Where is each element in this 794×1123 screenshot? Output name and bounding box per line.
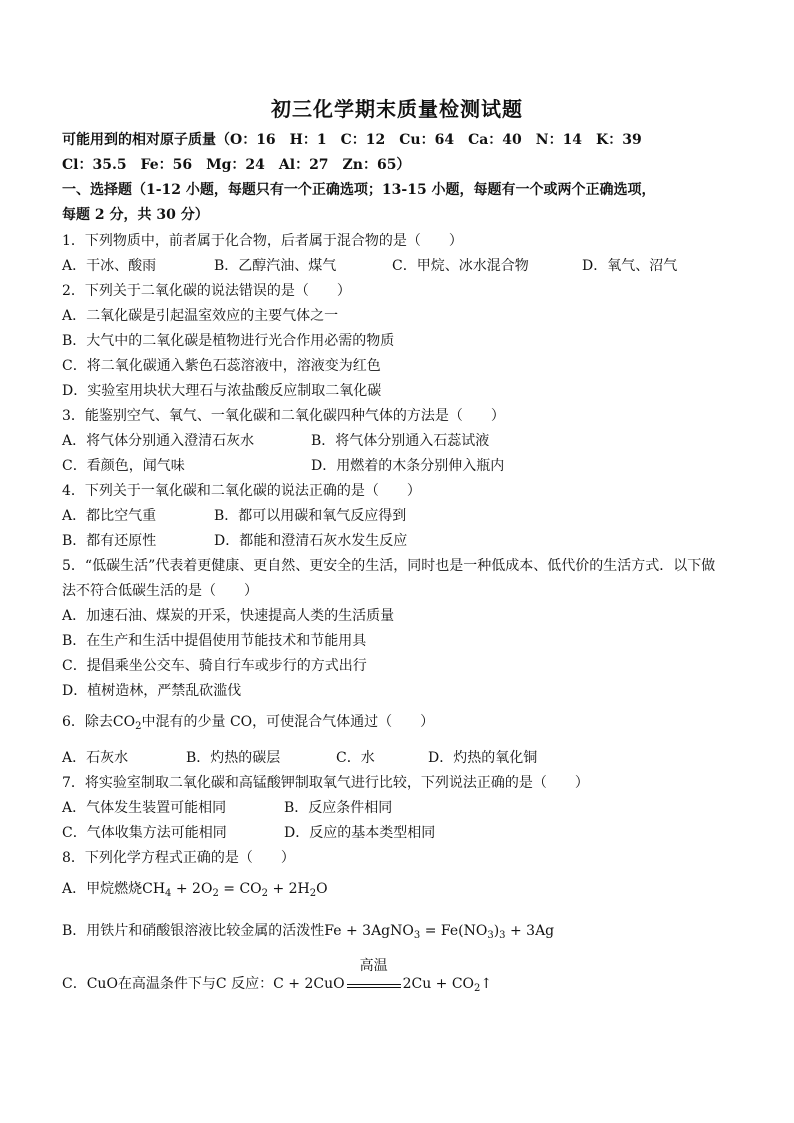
q8-equation-a: $CH_4 + 2O_2 = CO_2 + 2H_2O$ [142,881,328,899]
q5-option-d: D．植树造林，严禁乱砍滥伐 [62,683,242,699]
q3-option-a: A．将气体分别通入澄清石灰水 [62,433,255,449]
q8-cuo-formula: CuO [86,976,118,992]
q3-stem: 3．能鉴别空气、氧气、一氧化碳和二氧化碳四种气体的方法是（ ） [62,408,505,424]
q8-option-b-text: B．用铁片和硝酸银溶液比较金属的活泼性 [62,923,325,939]
q2-option-b: B．大气中的二氧化碳是植物进行光合作用必需的物质 [62,333,395,349]
atomic-mass-line-1: 可能用到的相对原子质量（O：16 H：1 C：12 Cu：64 Ca：40 N：14 K：39 [62,132,642,148]
reaction-condition-label: 高温 [359,958,388,974]
q3-option-b: B．将气体分别通入石蕊试液 [311,433,490,449]
q2-option-a: A．二氧化碳是引起温室效应的主要气体之一 [62,308,339,324]
q4-stem: 4．下列关于一氧化碳和二氧化碳的说法正确的是（ ） [62,483,421,499]
q3-option-d: D．用燃着的木条分别伸入瓶内 [311,458,505,474]
q8-option-a-text: A．甲烷燃烧 [62,881,143,897]
q1-stem: 1．下列物质中，前者属于化合物，后者属于混合物的是（ ） [62,233,463,249]
q8-stem: 8．下列化学方程式正确的是（ ） [62,850,295,866]
q3-option-c: C．看颜色，闻气味 [62,458,185,474]
reaction-condition [345,958,403,993]
section-heading-line-1: 一、选择题（1-12 小题，每题只有一个正确选项；13-15 小题，每题有一个或两个正确选项， [62,182,656,198]
q8-equation-b: Fe + 3AgNO$_3$ = $Fe(NO_3)_3 + 3Ag$ [324,923,555,941]
q6-option-c: C．水 [336,750,375,766]
q6-co2-subscript: 2 [135,721,142,732]
q5-stem-line-1: 5．“低碳生活”代表着更健康、更自然、更安全的生活，同时也是一种低成本、低代价的生活方式．以下做 [62,558,716,574]
q4-option-c: B．都有还原性 [62,533,157,549]
q6-option-d: D．灼热的氧化铜 [428,750,538,766]
q6-option-a: A．石灰水 [62,750,129,766]
q7-option-a: A．气体发生装置可能相同 [62,800,227,816]
q6-stem-pre: 6．除去 [62,714,113,730]
q1-option-d: D．氧气、沼气 [582,258,678,274]
q8-option-c-text: 在高温条件下与C 反应： [117,976,274,992]
q6-co2-base: CO [112,714,136,730]
q2-option-d: D．实验室用块状大理石与浓盐酸反应制取二氧化碳 [62,383,382,399]
q6-stem-post: 中混有的少量 CO，可使混合气体通过（ ） [141,714,435,730]
q7-option-d: D．反应的基本类型相同 [284,825,436,841]
q8-option-c [62,958,493,994]
q2-option-c: C．将二氧化碳通入紫色石蕊溶液中，溶液变为红色 [62,358,381,374]
q1-option-a: A．干冰、酸雨 [62,258,157,274]
q5-option-a: A．加速石油、煤炭的开采，快速提高人类的生活质量 [62,608,395,624]
q6-stem [62,713,434,731]
q8-equation-c: C + 2CuO 高温 $2Cu + CO_2↑$ [273,958,493,994]
q1-option-b: B．乙醇汽油、煤气 [214,258,337,274]
atomic-mass-line-2: Cl：35.5 Fe：56 Mg：24 Al：27 Zn：65） [62,157,411,173]
q6-option-b: B．灼热的碳层 [186,750,281,766]
q2-stem: 2．下列关于二氧化碳的说法错误的是（ ） [62,283,351,299]
q6-co2-formula [113,714,142,730]
q7-stem: 7．将实验室制取二氧化碳和高锰酸钾制取氧气进行比较，下列说法正确的是（ ） [62,775,589,791]
q5-option-c: C．提倡乘坐公交车、骑自行车或步行的方式出行 [62,658,367,674]
q7-option-b: B．反应条件相同 [284,800,393,816]
q8-option-c-label: C． [62,976,87,992]
q5-stem-line-2: 法不符合低碳生活的是（ ） [62,583,258,599]
q4-option-b: B．都可以用碳和氧气反应得到 [214,508,407,524]
q5-option-b: B．在生产和生活中提倡使用节能技术和节能用具 [62,633,367,649]
page-title: 初三化学期末质量检测试题 [271,97,523,121]
q1-option-c: C．甲烷、冰水混合物 [392,258,529,274]
section-heading-line-2: 每题 2 分，共 30 分） [62,207,209,223]
q4-option-d: D．都能和澄清石灰水发生反应 [214,533,408,549]
q4-option-a: A．都比空气重 [62,508,157,524]
q7-option-c: C．气体收集方法可能相同 [62,825,227,841]
q8-option-a [62,880,328,898]
q8-option-b [62,922,554,940]
